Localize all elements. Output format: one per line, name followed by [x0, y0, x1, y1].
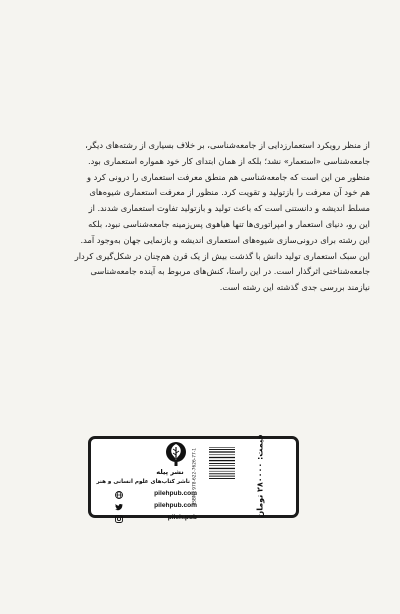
globe-icon [115, 491, 123, 499]
twitter-row [115, 502, 197, 512]
twitter-text[interactable]: pilehpub.com [154, 502, 197, 509]
website-row [115, 490, 197, 500]
barcode-bar [209, 451, 235, 452]
tree-circle-logo [165, 441, 187, 467]
isbn-label: ISBN : 978-622-7626-77-1 [192, 447, 198, 505]
blurb-line: نیازمند بررسی جدی گذشته این رشته است. [219, 282, 370, 293]
publisher-name: نشر پیله [156, 468, 184, 476]
blurb-line: جامعه‌شناختی اثرگذار است. در این راستا، کنش‌های مربوط به آینده جامعه‌شناسی [90, 266, 370, 277]
blurb-line: این رو، دنیای استعمار و امپراتوری‌ها تنها هیاهوی پس‌زمینه جامعه‌شناسی نبود، بلکه [88, 218, 370, 229]
instagram-text[interactable]: pileh.pub [167, 514, 197, 521]
instagram-row [115, 514, 197, 524]
barcode-bar [209, 463, 235, 464]
twitter-icon [115, 503, 123, 511]
blurb-line: منظور من این است که جامعه‌شناسی هم منطق معرفت استعماری را درونی کرد و [87, 171, 370, 182]
cover-blurb [28, 138, 370, 296]
price-label: قیمت: ۲۸۰۰۰۰ تومان [255, 434, 265, 518]
barcode-bar [209, 468, 235, 469]
blurb-line: مسلط اندیشه و دانستنی است که باعث تولید و بازتولید تفاوت استعماری شدند. از [88, 203, 370, 214]
barcode-bar [209, 471, 235, 472]
barcode-bar [209, 457, 235, 458]
blurb-line: هم خود آن معرفت را بازتولید و تقویت کرد. منظور از معرفت استعماری شیوه‌های [89, 187, 370, 198]
barcode-bar [209, 473, 235, 474]
barcode-bar [209, 478, 235, 479]
instagram-icon [115, 515, 123, 523]
barcode-bar [209, 460, 235, 461]
blurb-line: از منظر رویکرد استعمارزدایی از جامعه‌شناسی، بر خلاف بسیاری از رشته‌های دیگر، [85, 140, 370, 150]
website-text[interactable]: pilehpub.com [154, 490, 197, 497]
barcode-bar [209, 476, 235, 477]
blurb-line: جامعه‌شناسی «استعمار» نشد؛ بلکه از همان ابتدای کار خود همواره استعماری بود. [87, 155, 370, 166]
publisher-tagline: ناشر کتاب‌های علوم انسانی و هنر [96, 479, 190, 485]
barcode-bar [209, 454, 235, 455]
blurb-line: این سبک استعماری تولید دانش با گذشت بیش از یک قرن هم‌چنان در شکل‌گیری کردار [74, 250, 370, 261]
barcode [207, 446, 239, 503]
blurb-line: این رشته برای درونی‌سازی شیوه‌های استعماری اندیشه و بازنمایی جهان به‌وجود آمد. [80, 234, 370, 245]
barcode-bar [209, 465, 235, 466]
barcode-bar [209, 449, 235, 450]
barcode-bar [209, 447, 235, 448]
